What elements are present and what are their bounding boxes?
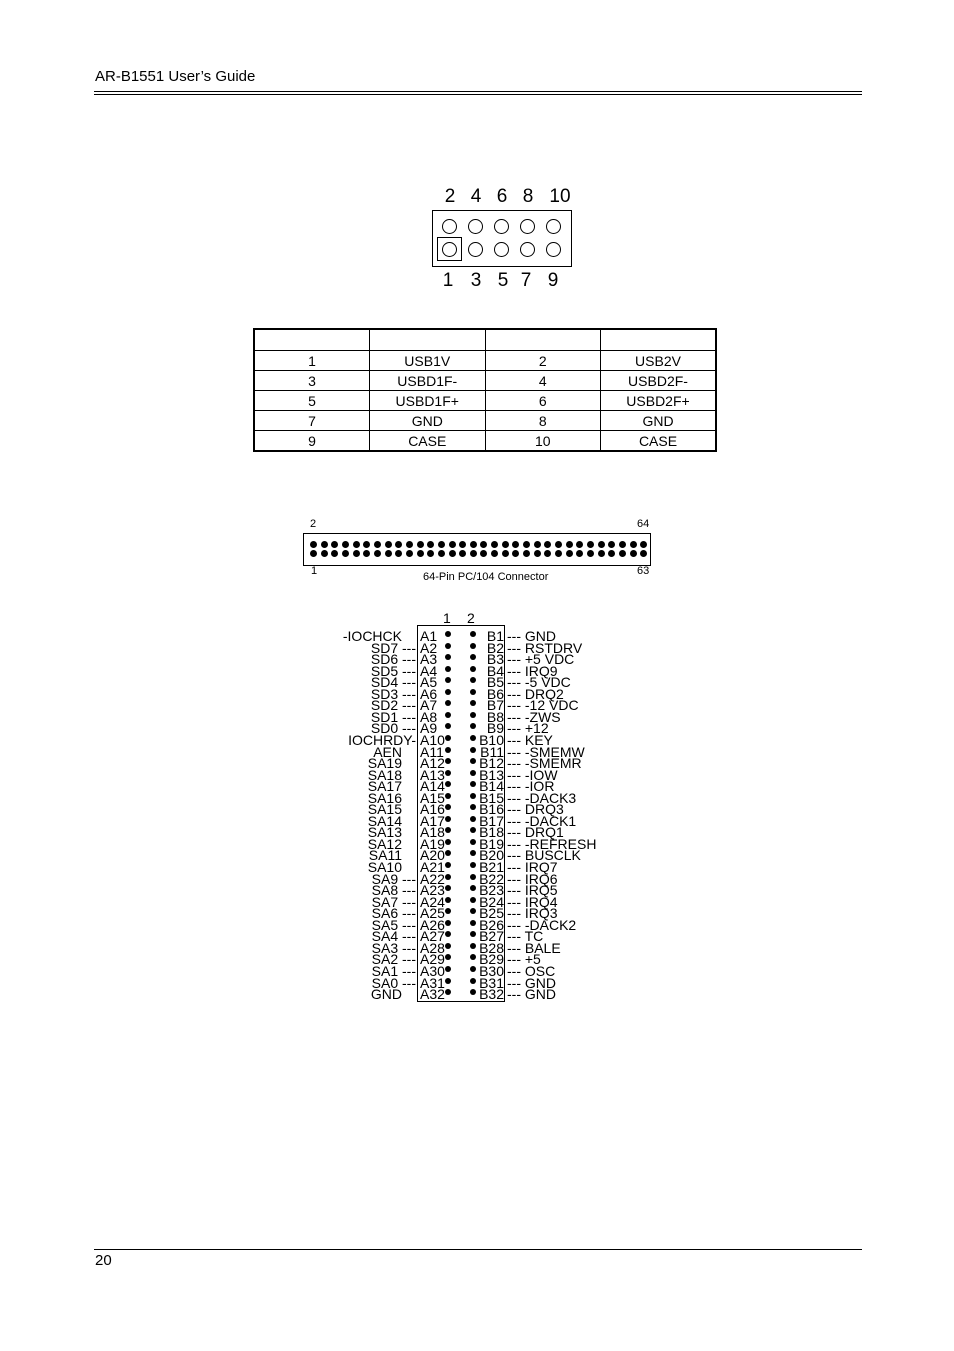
usb-pin [520,219,535,234]
pinout-b-pin: B32 [479,986,504,1003]
usb-top-number: 6 [496,186,508,207]
pinout-b-pin: B7 [486,697,504,714]
pinout-right-signal: --- +12 [507,720,549,737]
pinout-b-pin: B31 [479,974,504,991]
pc104-pin [310,550,317,557]
pinout-dot [445,966,451,972]
pinout-dot [470,989,476,995]
pinout-left-signal: SA13 [367,824,402,841]
pinout-a-pin: A6 [420,685,438,702]
table-cell: USBD1F- [370,371,486,391]
pinout-a-pin: A5 [420,674,438,691]
footer-rule [94,1249,862,1250]
pc104-label-top-left: 2 [310,518,317,530]
pc104-pin [321,541,328,548]
table-cell: USB2V [601,351,717,371]
pinout-right-signal: --- GND [507,628,556,644]
pinout-b-pin: B5 [486,674,504,691]
pinout-right-signal: --- IRQ3 [507,905,558,922]
pinout-left-signal: SA12 [367,835,402,852]
pinout-b-pin: B27 [479,928,504,945]
pinout-b-pin: B14 [479,778,504,795]
pinout-dot [445,793,451,799]
pc104-pin [619,550,626,557]
pinout-a-pin: A8 [420,708,438,725]
usb-pin [546,219,561,234]
usb-pin-table [253,328,717,452]
table-row [254,411,716,431]
usb-bottom-number: 9 [547,270,559,291]
pinout-a-pin: A12 [420,755,445,772]
pinout-b-pin: B12 [479,755,504,772]
pinout-b-pin: B3 [486,651,504,668]
table-cell: 8 [485,411,601,431]
table-row [254,431,716,452]
usb-pin [442,242,457,257]
pc104-pin [523,550,530,557]
pinout-a-pin: A14 [420,778,445,795]
pinout-left-signal: SA14 [367,812,402,829]
pinout-left-signal: SA18 [367,766,402,783]
pinout-right-signal: --- +5 [507,951,541,968]
pc104-pin [449,550,456,557]
pinout-right-signal: --- IRQ4 [507,893,558,910]
pinout-dot [445,747,451,753]
pinout-b-pin: B16 [479,801,504,818]
pc104-pin [587,541,594,548]
pinout-dot [470,631,476,637]
pinout-b-pin: B24 [479,893,504,910]
pinout-a-pin: A20 [420,847,445,864]
pc104-pin [555,541,562,548]
pinout-left-signal: SD7 --- [370,639,416,656]
table-row [254,391,716,411]
pinout-dot [445,874,451,880]
pinout-right-signal: --- IRQ6 [507,870,558,887]
pinout-dot [445,897,451,903]
pinout-dot [445,839,451,845]
pc104-pin [310,541,317,548]
pinout-right-signal: --- DRQ3 [507,801,564,818]
table-row [254,351,716,371]
pinout-left-signal: SA17 [367,778,402,795]
pinout-dot [445,862,451,868]
pinout-right-signal: --- +5 VDC [507,651,575,668]
table-cell: 10 [485,431,601,452]
pinout-right-signal: --- BALE [507,939,561,956]
pc104-pin [438,541,445,548]
pinout-a-pin: A29 [420,951,445,968]
pc104-pin [502,541,509,548]
usb-bottom-number: 1 [442,270,454,291]
pinout-right-signal: --- IRQ5 [507,882,558,899]
pinout-right-signal: --- -REFRESH [507,835,597,852]
pc104-caption: 64-Pin PC/104 Connector [423,571,549,583]
pinout-a-pin: A1 [420,628,438,644]
pinout-dot [470,793,476,799]
pinout-left-signal: SA4 --- [371,928,416,945]
pinout-dot [470,770,476,776]
pinout-col-header: 2 [467,610,475,626]
pinout-a-pin: A28 [420,939,445,956]
pinout-dot [445,978,451,984]
pinout-b-pin: B28 [479,939,504,956]
table-row [254,371,716,391]
pinout-left-signal: SA1 --- [371,962,416,979]
pinout-right-signal: --- -SMEMR [507,755,582,772]
pinout-right-signal: --- IRQ9 [507,662,558,679]
pinout-right-signal: --- -12 VDC [507,697,579,714]
pc104-pin [523,541,530,548]
table-cell: USBD2F+ [601,391,717,411]
table-cell: GND [601,411,717,431]
pinout-left-signal: SD6 --- [370,651,416,668]
pinout-left-signal: SD4 --- [370,674,416,691]
table-header-cell [370,329,486,351]
pinout-dot [470,897,476,903]
pinout-right-signal: --- -DACK2 [507,916,577,933]
pinout-a-pin: A9 [420,720,438,737]
pinout-a-pin: A13 [420,766,445,783]
pinout-b-pin: B9 [486,720,504,737]
pinout-dot [445,816,451,822]
usb-top-number: 10 [549,186,571,207]
table-cell: 9 [254,431,370,452]
pinout-dot [470,666,476,672]
pinout-a-pin: A7 [420,697,438,714]
pinout-left-signal: SA0 --- [371,974,416,991]
pinout-left-signal: SA9 --- [371,870,416,887]
pinout-right-signal: --- GND [507,974,556,991]
pinout-b-pin: B11 [480,743,504,760]
table-cell: USB1V [370,351,486,371]
pc104-pin [502,550,509,557]
usb-bottom-number: 3 [470,270,482,291]
pinout-b-pin: B25 [479,905,504,922]
pinout-dot [445,689,451,695]
pc104-label-bottom-right: 63 [637,565,650,577]
pinout-b-pin: B1 [486,628,504,644]
pinout-dot [470,862,476,868]
pinout-dot [470,966,476,972]
pinout-b-pin: B21 [479,859,504,875]
pinout-right-signal: --- -IOW [507,766,558,783]
pc104-pin [342,550,349,557]
pinout-b-pin: B20 [479,847,504,864]
pinout-right-signal: --- KEY [507,731,553,748]
pc104-pin [587,550,594,557]
pinout-a-pin: A25 [420,905,445,922]
pinout-a-pin: A24 [420,893,445,910]
pinout-left-signal: SA19 [367,755,402,772]
pinout-left-signal: SD3 --- [370,685,416,702]
page-number: 20 [95,1252,112,1269]
pinout-right-signal: --- DRQ1 [507,824,564,841]
pc104-pin [630,541,637,548]
header-rule [94,91,862,92]
pinout-right-signal: --- TC [507,928,544,945]
pinout-dot [445,631,451,637]
pinout-b-pin: B15 [479,789,504,806]
pinout-left-signal: -IOCHCK [342,628,402,644]
pinout-b-pin: B26 [479,916,504,933]
pinout-a-pin: A26 [420,916,445,933]
table-cell: USBD1F+ [370,391,486,411]
table-cell: GND [370,411,486,431]
pinout-a-pin: A16 [420,801,445,818]
pinout-right-signal: --- -SMEMW [507,743,585,760]
usb-pin [520,242,535,257]
pinout-dot [445,770,451,776]
pinout-b-pin: B8 [486,708,504,725]
usb-top-number: 8 [522,186,534,207]
pinout-left-signal: SA2 --- [371,951,416,968]
pinout-dot [470,643,476,649]
table-cell: USBD2F- [601,371,717,391]
pinout-col-header: 1 [443,610,451,626]
table-cell: 2 [485,351,601,371]
pinout-dot [470,874,476,880]
pinout-b-pin: B23 [479,882,504,899]
pinout-dot [445,989,451,995]
pc104-pin [534,550,541,557]
pinout-left-signal: SA5 --- [371,916,416,933]
table-cell: 4 [485,371,601,391]
pinout-a-pin: A22 [420,870,445,887]
pc104-pin [374,541,381,548]
pinout-left-signal: IOCHRDY- [348,731,416,748]
pinout-a-pin: A18 [420,824,445,841]
pc104-pin [598,550,605,557]
pc104-pin [449,541,456,548]
header-rule [94,94,862,95]
pc104-pin [566,550,573,557]
pinout-dot [445,666,451,672]
pinout-right-signal: --- OSC [507,962,556,979]
pinout-b-pin: B22 [479,870,504,887]
pinout-a-pin: A10 [420,731,445,748]
pinout-dot [470,839,476,845]
pc104-pin [566,541,573,548]
pinout-dot [445,920,451,926]
usb-pin [546,242,561,257]
pc104-pin [353,541,360,548]
pinout-b-pin: B13 [479,766,504,783]
pc104-pin [417,541,424,548]
pinout-b-pin: B17 [479,812,504,829]
pinout-b-pin: B18 [479,824,504,841]
pinout-dot [470,816,476,822]
pinout-right-signal: --- RSTDRV [507,639,583,656]
table-cell: 7 [254,411,370,431]
page-header-title: AR-B1551 User’s Guide [95,68,256,85]
pinout-dot [445,758,451,764]
pinout-right-signal: --- -DACK3 [507,789,577,806]
usb-pin [468,242,483,257]
pinout-left-signal: SA16 [367,789,402,806]
pinout-dot [445,735,451,741]
pinout-a-pin: A32 [420,986,445,1003]
table-header-cell [485,329,601,351]
usb-bottom-number: 7 [520,270,532,291]
pinout-right-signal: --- -DACK1 [507,812,577,829]
pc104-pin [438,550,445,557]
pinout-a-pin: A4 [420,662,438,679]
pinout-a-pin: A23 [420,882,445,899]
pc104-label-top-right: 64 [637,518,650,530]
pinout-dot [470,978,476,984]
pinout-b-pin: B29 [479,951,504,968]
pinout-a-pin: A27 [420,928,445,945]
pinout-left-signal: SA3 --- [371,939,416,956]
pinout-right-signal: --- GND [507,986,556,1003]
table-header-row [254,329,716,351]
usb-pin [494,219,509,234]
pinout-right-signal: --- IRQ7 [507,859,558,875]
pinout-dot [445,712,451,718]
pinout-a-pin: A15 [420,789,445,806]
pinout-a-pin: A19 [420,835,445,852]
usb-pin [468,219,483,234]
usb-bottom-number: 5 [497,270,509,291]
table-cell: 5 [254,391,370,411]
pinout-left-signal: SA10 [367,859,402,875]
pc104-pin [321,550,328,557]
pinout-left-signal: SA8 --- [371,882,416,899]
pinout-right-signal: --- DRQ2 [507,685,564,702]
table-cell: 6 [485,391,601,411]
pinout-left-signal: AEN [373,743,402,760]
pinout-dot [470,712,476,718]
pc104-pin [406,550,413,557]
pinout-right-signal: --- BUSCLK [507,847,581,864]
pinout-dot [470,758,476,764]
pc104-pin [630,550,637,557]
pinout-a-pin: A17 [420,812,445,829]
pinout-a-pin: A31 [420,974,445,991]
table-cell: CASE [370,431,486,452]
pinout-left-signal: SD2 --- [370,697,416,714]
pinout-left-signal: SD1 --- [370,708,416,725]
pinout-left-signal: SA6 --- [371,905,416,922]
pinout-a-pin: A30 [420,962,445,979]
pc104-pin [406,541,413,548]
pinout-left-signal: GND [370,986,402,1003]
usb-pin [494,242,509,257]
pc104-pin [470,550,477,557]
pinout-a-pin: A11 [420,743,444,760]
pc104-pin [385,541,392,548]
pc104-pin [342,541,349,548]
pc104-pin [534,541,541,548]
pinout-a-pin: A2 [420,639,438,656]
pinout-right-signal: --- -5 VDC [507,674,571,691]
pc104-pin [619,541,626,548]
table-cell: 1 [254,351,370,371]
pc104-pin [470,541,477,548]
pinout-dot [470,689,476,695]
pinout-b-pin: B6 [486,685,504,702]
pinout-dot [470,735,476,741]
pinout-left-signal: SD5 --- [370,662,416,679]
pinout-a-pin: A3 [420,651,438,668]
pinout-b-pin: B4 [486,662,504,679]
pinout-a-pin: A21 [420,859,445,875]
pc104-label-bottom-left: 1 [311,565,318,577]
table-cell: 3 [254,371,370,391]
pc104-pin [598,541,605,548]
pinout-right-signal: --- -IOR [507,778,555,795]
pinout-b-pin: B10 [479,731,504,748]
table-cell: CASE [601,431,717,452]
pc104-pin [385,550,392,557]
pinout-b-pin: B2 [486,639,504,656]
pinout-dot [470,943,476,949]
usb-pin [442,219,457,234]
pinout-dot [445,643,451,649]
pc104-pin [353,550,360,557]
table-header-cell [601,329,717,351]
pinout-left-signal: SA7 --- [371,893,416,910]
pc104-pin [555,550,562,557]
pinout-b-pin: B19 [479,835,504,852]
usb-top-number: 4 [470,186,482,207]
pinout-dot [470,747,476,753]
pc104-pin [374,550,381,557]
pinout-b-pin: B30 [479,962,504,979]
pinout-dot [445,943,451,949]
pinout-right-signal: --- -ZWS [507,708,561,725]
pinout-dot [470,920,476,926]
table-header-cell [254,329,370,351]
usb-top-number: 2 [444,186,456,207]
pc104-pin [417,550,424,557]
pinout-left-signal: SD0 --- [370,720,416,737]
pinout-left-signal: SA15 [367,801,402,818]
pinout-left-signal: SA11 [368,847,402,864]
